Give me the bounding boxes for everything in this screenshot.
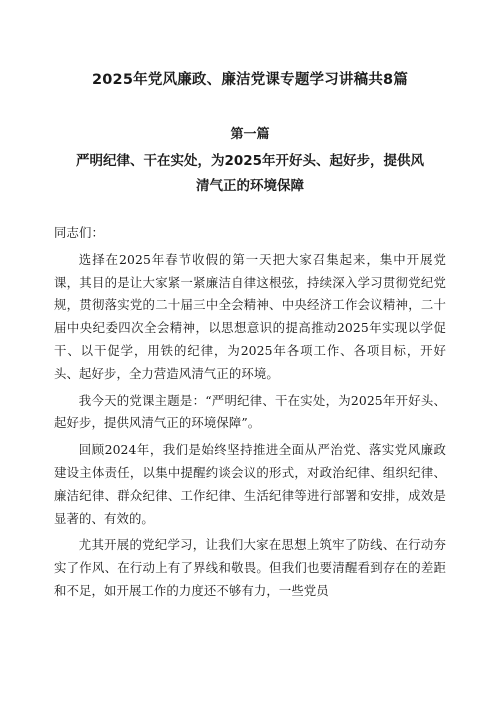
paragraph: 我今天的党课主题是：“严明纪律、干在实处，为2025年开好头、起好步，提供风清气正的环境保障”。 <box>54 392 446 431</box>
document-body <box>54 222 446 607</box>
chapter-title: 严明纪律、干在实处，为2025年开好头、起好步，提供风清气正的环境保障 <box>75 153 425 194</box>
salutation: 同志们： <box>54 225 104 240</box>
paragraph: 尤其开展的党纪学习，让我们大家在思想上筑牢了防线、在行动夯实了作风、在行动上有了界线和敬畏。但我们也要清醒看到存在的差距和不足，如开展工作的力度还不够有力，一些党员 <box>54 537 446 598</box>
paragraph: 回顾2024年，我们是始终坚持推进全面从严治党、落实党风廉政建设主体责任，以集中提醒约谈会议的形式，对政治纪律、组织纪律、廉洁纪律、群众纪律、工作纪律、生活纪律等进行部署和安排，成效是显著的、有效的。 <box>54 442 446 526</box>
chapter-label: 第一篇 <box>230 127 270 142</box>
paragraph: 选择在2025年春节收假的第一天把大家召集起来，集中开展党课，其目的是让大家紧一紧廉洁自律这根弦，持续深入学习贯彻党纪党规，贯彻落实党的二十届三中全会精神、中央经济工作会议精神，二十届中央纪委四次全会精神，以思想意识的提高推动2025年实现以学促干、以干促学，用铁的纪律，为2025年各项工作、各项目标，开好头、起好步，全力营造风清气正的环境。 <box>54 251 446 381</box>
document-title: 2025年党风廉政、廉洁党课专题学习讲稿共8篇 <box>91 72 409 88</box>
